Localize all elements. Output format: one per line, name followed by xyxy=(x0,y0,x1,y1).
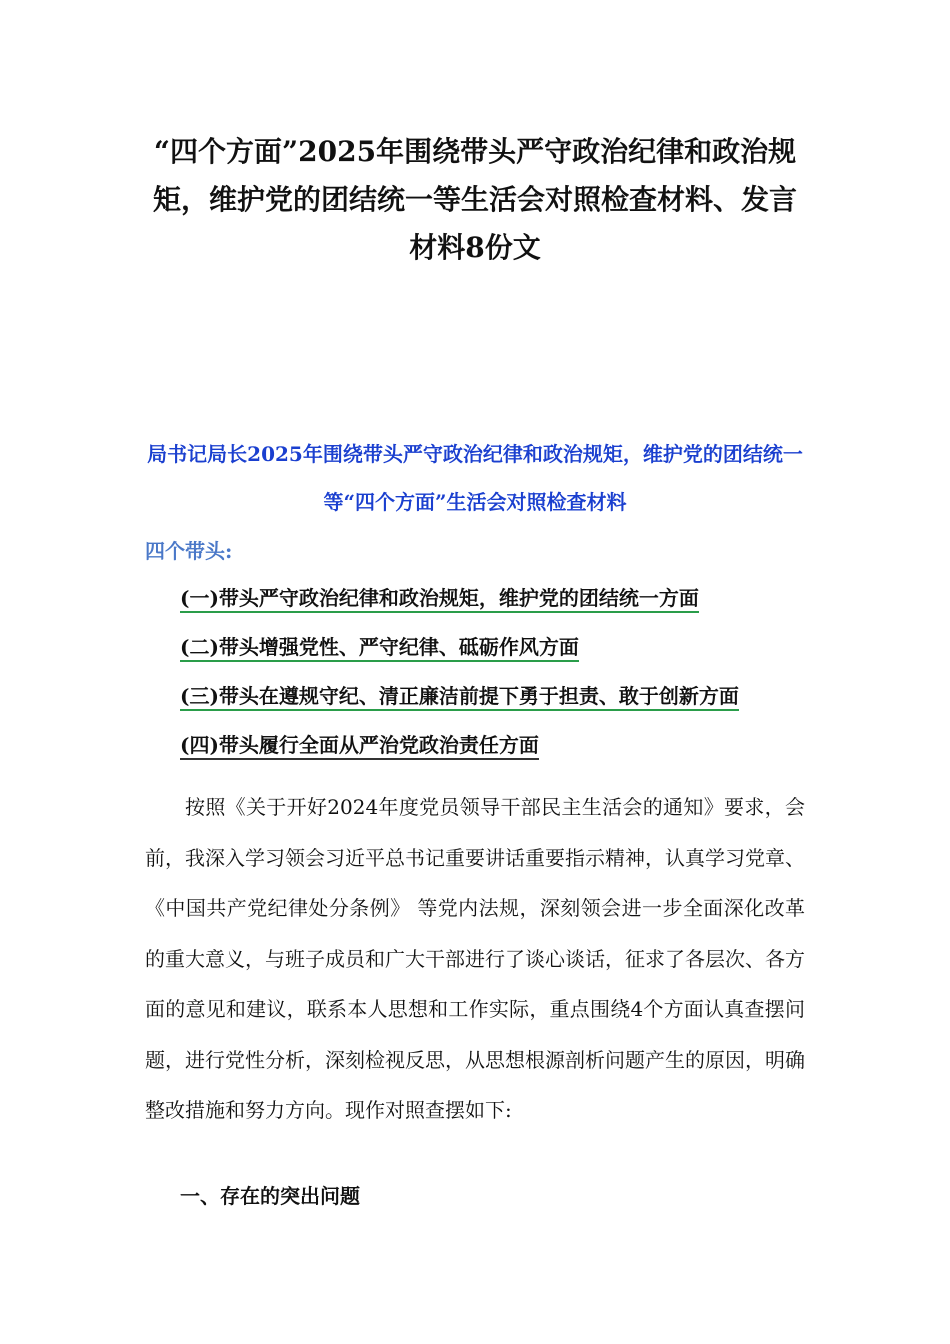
body-paragraph: 按照《关于开好2024年度党员领导干部民主生活会的通知》要求，会前，我深入学习领会习近平总书记重要讲话重要指示精神，认真学习党章、《中国共产党纪律处分条例》 等党内法规，深刻领会进一步全面深化改革的重大意义，与班子成员和广大干部进行了谈心谈话，征求了各层次、各方面的意见和建议，联系本人思想和工作实际，重点围绕4个方面认真查摆问题，进行党性分析，深刻检视反思，从思想根源剖析问题产生的原因，明确整改措施和努力方向。现作对照查摆如下: xyxy=(145,795,805,1122)
toc-link-1[interactable]: (一)带头严守政治纪律和政治规矩，维护党的团结统一方面 xyxy=(180,586,699,613)
toc-item-4[interactable] xyxy=(180,729,820,778)
toc-link-2[interactable]: (二)带头增强党性、严守纪律、砥砺作风方面 xyxy=(180,635,579,662)
document-subtitle: 局书记局长2025年围绕带头严守政治纪律和政治规矩，维护党的团结统一等“四个方面”生活会对照检查材料 xyxy=(147,442,803,514)
four-lead-label: 四个带头: xyxy=(145,539,233,563)
toc-item-2[interactable] xyxy=(180,631,820,680)
toc-item-3[interactable] xyxy=(180,680,820,729)
toc-item-1[interactable] xyxy=(180,582,820,631)
toc-list xyxy=(180,582,820,778)
document-title: “四个方面”2025年围绕带头严守政治纪律和政治规矩，维护党的团结统一等生活会对照检查材料、发言材料8份文 xyxy=(152,135,797,264)
toc-link-4[interactable]: (四)带头履行全面从严治党政治责任方面 xyxy=(180,733,539,760)
toc-link-3[interactable]: (三)带头在遵规守纪、清正廉洁前提下勇于担责、敢于创新方面 xyxy=(180,684,739,711)
section-heading: 一、存在的突出问题 xyxy=(180,1184,360,1208)
